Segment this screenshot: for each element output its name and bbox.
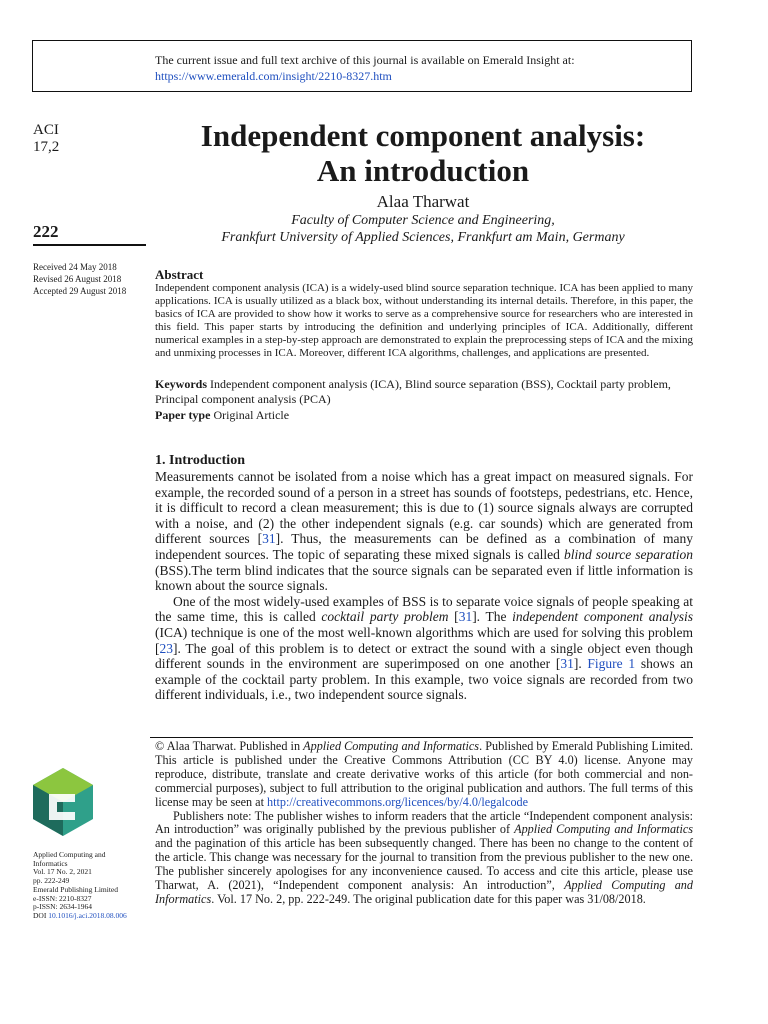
figure-link[interactable]: Figure 1 <box>587 656 636 672</box>
access-notice-text: The current issue and full text archive of this journal is available on Emerald Insight at: <box>155 53 575 67</box>
affiliation-line-1: Faculty of Computer Science and Engineering, <box>291 213 555 228</box>
paper-type <box>155 408 289 423</box>
intro-paragraph-1: Measurements cannot be isolated from a noise which has a great impact on measured signals. For example, the recorded sound of a person in a street has sounds of footsteps, pedestrians, etc. Hence, it is difficult to record a clean measurement; this is due to (1) source signals always are corrupted with a noise, and (2) the other independent signals (e.g. car sounds) which are generated from different sources [31]. Thus, the measurements can be defined as a combination of many independent sources. The topic of separating these mixed signals is called blind source separation (BSS).The term blind indicates that the source signals can be separated even if little information is known about the source signals. <box>155 469 694 594</box>
keywords-label: Keywords <box>155 377 207 391</box>
journal-info-block: Applied Computing and Informatics Vol. 17 No. 2, 2021 pp. 222-249 Emerald Publishing Limited e-ISSN: 2210-8327 p-ISSN: 2634-1964 DOI 10.1016/j.aci.2018.08.006 <box>33 850 127 920</box>
journal-logo-icon <box>31 766 95 838</box>
keywords <box>155 377 693 407</box>
license-paragraph: © Alaa Tharwat. Published in Applied Computing and Informatics. Published by Emerald Publishing Limited. This article is published under the Creative Commons Attribution (CC BY 4.0) license. Anyone may reproduce, distribute, translate and create derivative works of this article (for both commercial and non-commercial purposes), subject to full attribution to the original publication and authors. The full terms of this license may be seen at http://creativecommons.org/licences/by/4.0/legalcode <box>155 739 694 809</box>
accepted-date: Accepted 29 August 2018 <box>33 286 127 296</box>
revised-date: Revised 26 August 2018 <box>33 274 122 284</box>
title-line-1: Independent component analysis: <box>200 118 646 153</box>
journal-url-link[interactable]: https://www.emerald.com/insight/2210-8327.htm <box>155 69 392 83</box>
footnote-rule <box>150 737 693 738</box>
citation-link[interactable]: 31 <box>262 531 276 547</box>
intro-paragraph-2: One of the most widely-used examples of BSS is to separate voice signals of people speaking at the same time, this is called cocktail party problem [31]. The independent component analysis (ICA) technique is one of the most well-known algorithms which are used for solving this problem [23]. The goal of this problem is to detect or extract the sound with a single object even though different sounds in the environment are superimposed on one another [31]. Figure 1 shows an example of the cocktail party problem. In this example, two voice signals are recorded from two different individuals, i.e., two independent source signals. <box>155 593 694 703</box>
section-heading: 1. Introduction <box>155 453 245 468</box>
publisher-note: Publishers note: The publisher wishes to inform readers that the article “Independent component analysis: An introduction” was originally published by the previous publisher of Applied Computing and Informatics and the pagination of this article has been subsequently changed. There has been no change to the content of the article. This change was necessary for the journal to transition from the previous publisher to the new one. The publisher sincerely apologises for any inconvenience caused. To access and cite this article, please use Tharwat, A. (2021), “Independent component analysis: An introduction”, Applied Computing and Informatics. Vol. 17 No. 2, pp. 222-249. The original publication date for this paper was 31/08/2018. <box>155 808 693 906</box>
doi-link[interactable]: 10.1016/j.aci.2018.08.006 <box>48 910 127 920</box>
title-line-2: An introduction <box>316 153 530 188</box>
introduction-body <box>155 469 693 703</box>
author-name: Alaa Tharwat <box>376 192 470 211</box>
volume-issue: 17,2 <box>33 139 60 155</box>
article-title <box>150 118 696 188</box>
abstract-heading: Abstract <box>155 267 204 282</box>
affiliation-line-2: Frankfurt University of Applied Sciences, Frankfurt am Main, Germany <box>221 230 625 245</box>
citation-link[interactable]: 23 <box>159 640 173 656</box>
citation-link[interactable]: 31 <box>560 656 574 672</box>
history-dates <box>33 261 126 297</box>
doi: DOI 10.1016/j.aci.2018.08.006 <box>33 910 127 920</box>
journal-abbreviation: ACI <box>33 122 59 138</box>
license-link[interactable]: http://creativecommons.org/licences/by/4.0/legalcode <box>267 794 529 809</box>
page-number: 222 <box>33 222 59 241</box>
received-date: Received 24 May 2018 <box>33 262 117 272</box>
access-notice-box <box>32 40 692 92</box>
author-affiliation <box>150 212 696 246</box>
margin-rule <box>33 244 146 246</box>
paper-type-value: Original Article <box>210 408 290 422</box>
keywords-text: Independent component analysis (ICA), Blind source separation (BSS), Cocktail party problem, Principal component analysis (PCA) <box>155 377 671 406</box>
paper-type-label: Paper type <box>155 408 211 422</box>
copyright-notice <box>155 740 693 907</box>
journal-volume-block <box>33 122 59 156</box>
citation-link[interactable]: 31 <box>458 609 473 625</box>
abstract-text: Independent component analysis (ICA) is a widely-used blind source separation technique. ICA has been applied to many applications. ICA is usually utilized as a black box, without understanding its internal details. Therefore, in this paper, the basics of ICA are provided to show how it works to serve as a comprehensive source for researchers who are interested in this field. This paper starts by introducing the definition and underlying principles of ICA. Additionally, different numerical examples in a step-by-step approach are demonstrated to explain the preprocessing steps of ICA and the mixing and unmixing processes in ICA. Moreover, different ICA algorithms, challenges, and applications are presented. <box>155 282 693 359</box>
